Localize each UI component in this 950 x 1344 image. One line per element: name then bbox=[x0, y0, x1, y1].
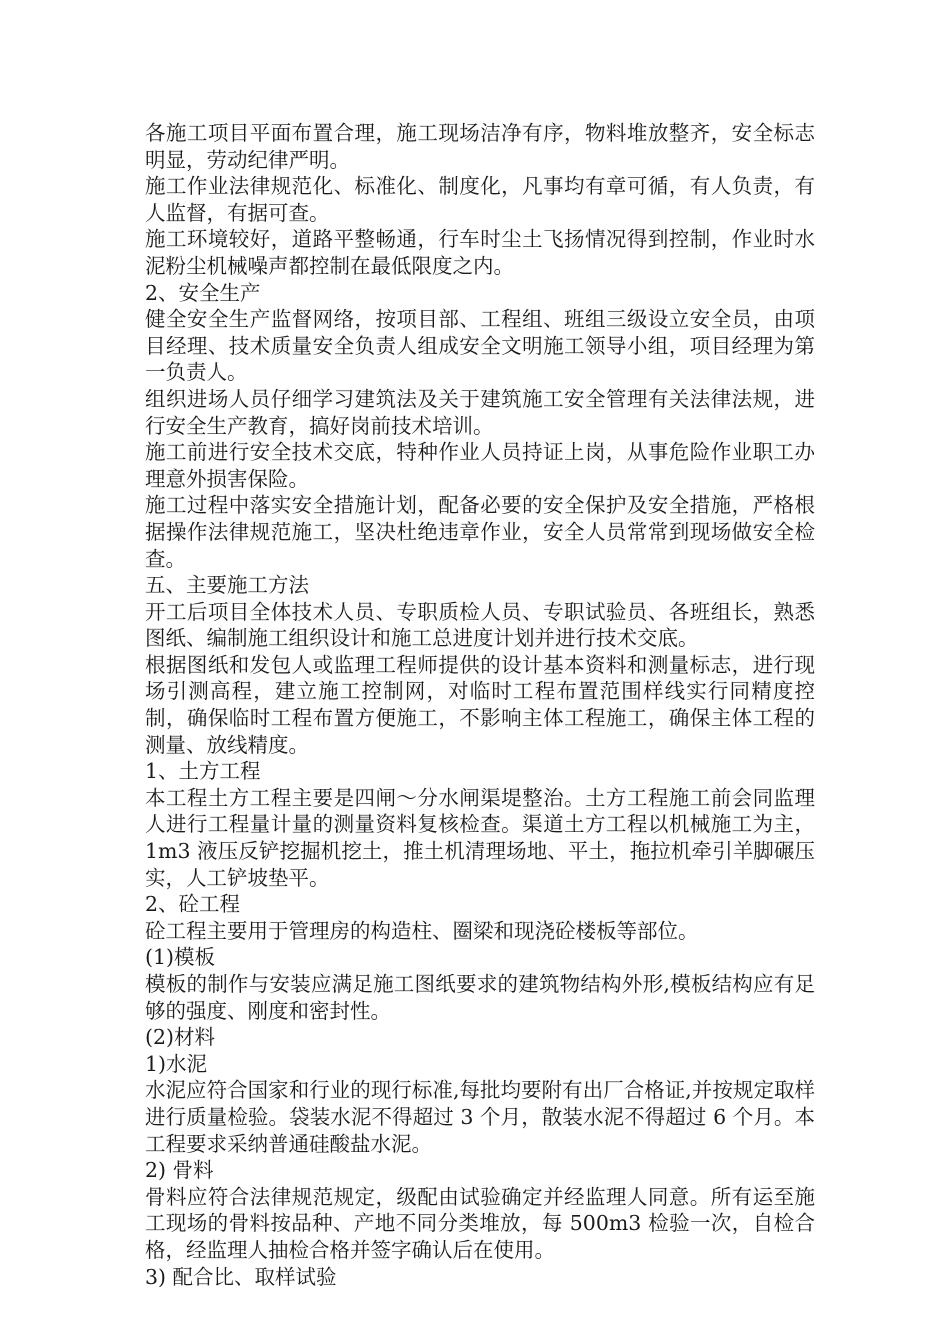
paragraph-cement: 水泥应符合国家和行业的现行标准,每批均要附有出厂合格证,并按规定取样进行质量检验。袋装水泥不得超过 3 个月，散装水泥不得超过 6 个月。本工程要求采纳普通硅酸盐水泥。 bbox=[145, 1078, 815, 1156]
heading-materials: (2)材料 bbox=[145, 1025, 216, 1050]
heading-main-methods: 五、主要施工方法 bbox=[145, 573, 309, 598]
paragraph-safety-briefing: 施工前进行安全技术交底，特种作业人员持证上岗，从事危险作业职工办理意外损害保险。 bbox=[145, 440, 815, 491]
paragraph-technical-staff: 开工后项目全体技术人员、专职质检人员、专职试验员、各班组长，熟悉图纸、编制施工组织设计和施工总进度计划并进行技术交底。 bbox=[145, 599, 815, 651]
paragraph-earthwork: 本工程土方工程主要是四闸～分水闸渠堤整治。土方工程施工前会同监理人进行工程量计量的测量资料复核检查。渠道土方工程以机械施工为主，1m3 液压反铲挖掘机挖土，推土机清理场地、平土，拖拉机牵引羊脚碾压实，人工铲坡垫平。 bbox=[145, 785, 815, 890]
document-page bbox=[145, 120, 815, 1290]
heading-mix-sampling: 3) 配合比、取样试验 bbox=[145, 1264, 337, 1289]
paragraph-safety-network: 健全安全生产监督网络，按项目部、工程组、班组三级设立安全员，由项目经理、技术质量安全负责人组成安全文明施工领导小组，项目经理为第一负责人。 bbox=[145, 307, 815, 385]
paragraph-site-layout: 各施工项目平面布置合理，施工现场洁净有序，物料堆放整齐，安全标志明显，劳动纪律严明。 bbox=[145, 121, 815, 172]
heading-safety-production: 2、安全生产 bbox=[145, 280, 261, 305]
paragraph-concrete: 砼工程主要用于管理房的构造柱、圈梁和现浇砼楼板等部位。 bbox=[145, 918, 699, 943]
heading-aggregate: 2) 骨料 bbox=[145, 1158, 214, 1183]
heading-cement: 1)水泥 bbox=[145, 1051, 208, 1076]
paragraph-safety-measures: 施工过程中落实安全措施计划，配备必要的安全保护及安全措施，严格根据操作法律规范施工，坚决杜绝违章作业，安全人员常常到现场做安全检查。 bbox=[145, 493, 815, 571]
paragraph-survey-control: 根据图纸和发包人或监理工程师提供的设计基本资料和测量标志，进行现场引测高程，建立施工控制网，对临时工程布置范围样线实行同精度控制，确保临时工程布置方便施工，不影响主体工程施工，确保主体工程的测量、放线精度。 bbox=[145, 652, 815, 757]
heading-formwork: (1)模板 bbox=[145, 945, 216, 970]
paragraph-aggregate: 骨料应符合法律规范规定，级配由试验确定并经监理人同意。所有运至施工现场的骨料按品种、产地不同分类堆放，每 500m3 检验一次，自检合格，经监理人抽检合格并签字确认后在使用。 bbox=[145, 1184, 815, 1262]
paragraph-standardization: 施工作业法律规范化、标准化、制度化，凡事均有章可循，有人负责，有人监督，有据可查。 bbox=[145, 174, 815, 225]
paragraph-environment: 施工环境较好，道路平整畅通，行车时尘土飞扬情况得到控制，作业时水泥粉尘机械噪声都控制在最低限度之内。 bbox=[145, 227, 815, 278]
heading-concrete: 2、砼工程 bbox=[145, 892, 241, 917]
heading-earthwork: 1、土方工程 bbox=[145, 759, 261, 784]
paragraph-formwork: 模板的制作与安装应满足施工图纸要求的建筑物结构外形,模板结构应有足够的强度、刚度和密封性。 bbox=[145, 972, 815, 1023]
paragraph-safety-training: 组织进场人员仔细学习建筑法及关于建筑施工安全管理有关法律法规，进行安全生产教育，搞好岗前技术培训。 bbox=[145, 386, 815, 438]
